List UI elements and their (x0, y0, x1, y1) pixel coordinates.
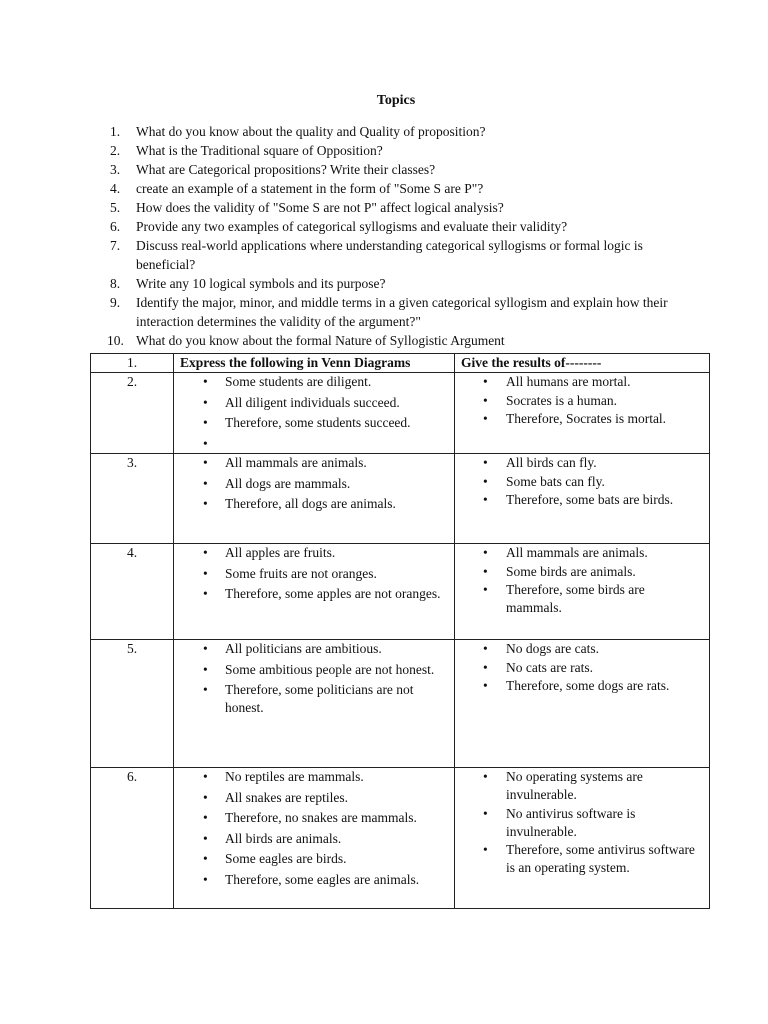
list-item: • Therefore, no snakes are mammals. (174, 809, 454, 827)
results-cell (455, 373, 710, 454)
list-item: • Therefore, some eagles are animals. (174, 871, 454, 889)
list-item: • All birds are animals. (174, 830, 454, 848)
list-item: 2. What is the Traditional square of Opposition? (110, 143, 383, 158)
row-number: 2. (91, 373, 174, 454)
topics-list (107, 122, 700, 350)
list-item: 3. What are Categorical propositions? Write their classes? (110, 162, 436, 177)
list-item: • Therefore, Socrates is mortal. (455, 410, 709, 428)
list-item: • No cats are rats. (455, 659, 709, 677)
list-item: • No antivirus software is invulnerable. (455, 805, 709, 841)
list-item: • Some students are diligent. (174, 373, 454, 391)
table-row (91, 454, 710, 544)
venn-cell (174, 544, 455, 640)
column-header-results: Give the results of-------- (455, 354, 710, 373)
list-item: 1. What do you know about the quality and Quality of proposition? (110, 124, 486, 139)
row-number: 4. (91, 544, 174, 640)
syllogism-table (90, 353, 710, 909)
list-item: • Therefore, some antivirus software is an operating system. (455, 841, 709, 877)
list-item: • All mammals are animals. (174, 454, 454, 472)
list-item: • Therefore, all dogs are animals. (174, 495, 454, 513)
list-item: • Therefore, some students succeed. (174, 414, 454, 432)
list-item: • All snakes are reptiles. (174, 789, 454, 807)
list-item: • All mammals are animals. (455, 544, 709, 562)
results-cell (455, 544, 710, 640)
list-item: • Socrates is a human. (455, 392, 709, 410)
table-row (91, 544, 710, 640)
results-cell (455, 640, 710, 768)
row-number: 5. (91, 640, 174, 768)
list-item: 8. Write any 10 logical symbols and its purpose? (110, 276, 386, 291)
list-item: • All apples are fruits. (174, 544, 454, 562)
venn-cell (174, 373, 455, 454)
venn-cell (174, 640, 455, 768)
column-header-venn: Express the following in Venn Diagrams (174, 354, 455, 373)
list-item: • All birds can fly. (455, 454, 709, 472)
list-item: • Some eagles are birds. (174, 850, 454, 868)
venn-cell (174, 454, 455, 544)
results-cell (455, 454, 710, 544)
list-item: • Therefore, some birds are mammals. (455, 581, 709, 617)
list-item: 6. Provide any two examples of categorical syllogisms and evaluate their validity? (110, 219, 568, 234)
list-item: • All politicians are ambitious. (174, 640, 454, 658)
list-item: 7. Discuss real-world applications where understanding categorical syllogisms or formal logic is beneficial? (110, 238, 643, 272)
table-header-row (91, 354, 710, 373)
results-cell (455, 768, 710, 909)
venn-cell (174, 768, 455, 909)
list-item: • Some bats can fly. (455, 473, 709, 491)
row-number: 6. (91, 768, 174, 909)
page-title: Topics (376, 93, 416, 108)
list-item: • No operating systems are invulnerable. (455, 768, 709, 804)
list-item: • Therefore, some politicians are not honest. (174, 681, 454, 717)
list-item: • All dogs are mammals. (174, 475, 454, 493)
list-item: 9. Identify the major, minor, and middle terms in a given categorical syllogism and explain how their interaction determines the validity of the argument?" (110, 295, 668, 329)
list-item: 5. How does the validity of "Some S are not P" affect logical analysis? (110, 200, 504, 215)
row-number: 1. (91, 354, 174, 373)
list-item: • Some birds are animals. (455, 563, 709, 581)
list-item: • Some fruits are not oranges. (174, 565, 454, 583)
list-item: • Therefore, some apples are not oranges. (174, 585, 454, 603)
list-item: • No dogs are cats. (455, 640, 709, 658)
list-item: • Therefore, some bats are birds. (455, 491, 709, 509)
list-item: • Some ambitious people are not honest. (174, 661, 454, 679)
list-item: • No reptiles are mammals. (174, 768, 454, 786)
list-item: • All diligent individuals succeed. (174, 394, 454, 412)
table-row (91, 768, 710, 909)
table-row (91, 640, 710, 768)
list-item: 4. create an example of a statement in the form of "Some S are P"? (110, 181, 484, 196)
list-item: • Therefore, some dogs are rats. (455, 677, 709, 695)
row-number: 3. (91, 454, 174, 544)
table-row (91, 373, 710, 454)
list-item: • All humans are mortal. (455, 373, 709, 391)
list-item: 10. What do you know about the formal Nature of Syllogistic Argument (107, 333, 505, 348)
